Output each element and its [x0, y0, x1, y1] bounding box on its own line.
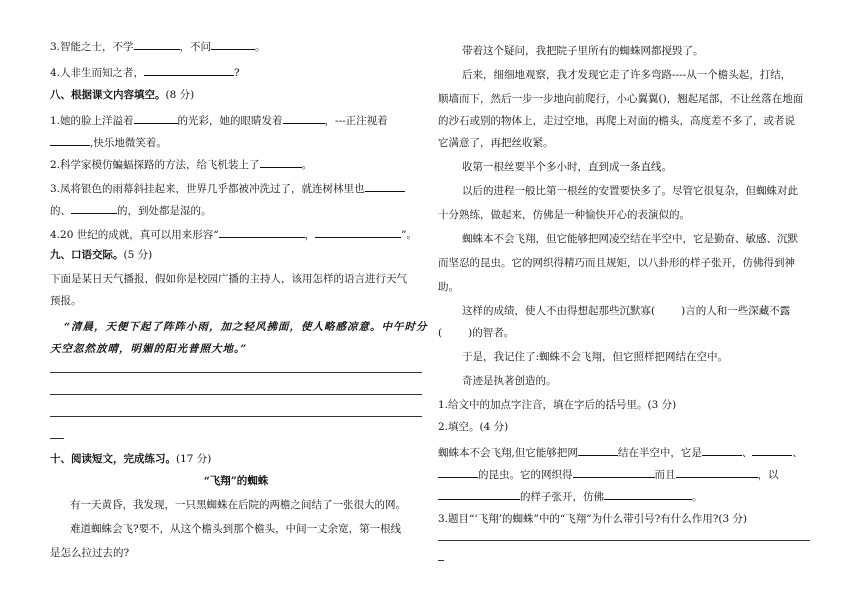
answer-line[interactable]: [50, 372, 422, 373]
answer-blank[interactable]: [211, 38, 255, 50]
question-2-line3: 的样子张开，仿佛 。: [438, 488, 703, 504]
answer-blank[interactable]: [260, 156, 302, 168]
story-line: 蜘蛛本不会飞翔，但它能够把网凌空结在半空中，它是勤奋、敏感、沉默: [462, 233, 798, 245]
weather-quote-line2: 天空忽然放晴，明媚的阳光普照大地。”: [50, 343, 248, 355]
story-paragraph-2: 难道蜘蛛会飞?要不，从这个檐头到那个檐头，中间一丈余宽，第一根线: [70, 523, 402, 535]
story-line: 收第一根丝要半个多小时，直到成一条直线。: [462, 161, 672, 173]
question-2: 2.填空。(4 分): [438, 421, 509, 433]
section-8-item-1-cont: ,快乐地微笑着。: [50, 134, 167, 150]
section-8-item-4: 4.20 世纪的成就，真可以用来形容“ ， ”。: [50, 226, 417, 242]
story-line: 十分熟练，做起来，仿佛是一种愉快开心的表演似的。: [438, 209, 690, 221]
story-line: 于是，我记住了:蜘蛛不会飞翔，但它照样把网结在空中。: [462, 351, 729, 363]
answer-blank[interactable]: [365, 180, 405, 192]
section-9-heading: 九、口语交际。(5 分): [50, 249, 153, 261]
story-line: 它满意了，再把丝收紧。: [438, 137, 554, 149]
question-2-line2: 的昆虫。它的网织得 而且 ，以: [438, 466, 779, 482]
answer-blank[interactable]: [50, 134, 90, 146]
story-line: 以后的进程一般比第一根丝的安置要快多了。尽管它很复杂，但蜘蛛对此: [462, 185, 798, 197]
answer-blank[interactable]: [573, 466, 655, 478]
question-1: 1.给文中的加点字注音，填在字后的括号里。(3 分): [438, 399, 677, 411]
story-line: 顺墙而下，然后一步一步地向前爬行，小心翼翼()，翘起尾部，不让丝落在地面: [438, 93, 804, 105]
answer-blank[interactable]: [604, 488, 692, 500]
section-8-item-3-cont: 的、 的，到处都是湿的。: [50, 202, 212, 218]
answer-line[interactable]: [50, 416, 422, 417]
story-line: 的沙石或别的物体上，走过空地，再爬上对面的檐头，高度差不多了，或者说: [438, 115, 795, 127]
answer-blank[interactable]: [702, 444, 742, 456]
section-9-intro-line2: 预报。: [50, 295, 82, 307]
story-line: 后来，细细地观察，我才发现它走了许多弯路----从一个檐头起，打结，: [462, 69, 792, 81]
story-line: 助。: [438, 281, 459, 293]
section-8-item-1: 1.她的脸上洋溢着 的光彩，她的眼睛发着 ，---正注视着: [50, 112, 388, 128]
answer-blank[interactable]: [578, 444, 618, 456]
answer-blank[interactable]: [219, 226, 305, 238]
question-4: 4.人非生而知之者， ?: [50, 64, 240, 80]
answer-blank[interactable]: [134, 38, 180, 50]
answer-blank[interactable]: [438, 466, 478, 478]
section-10-heading: 十、阅读短文，完成练习。(17 分): [50, 453, 212, 465]
story-line: ( )的智者。: [438, 327, 515, 339]
answer-line[interactable]: [438, 540, 810, 541]
story-line: 奇迹是执著创造的。: [462, 375, 557, 387]
answer-blank[interactable]: [752, 444, 792, 456]
story-line: 而坚忍的昆虫。它的网织得精巧而且规矩，以八卦形的样子张开，仿佛得到神: [438, 257, 795, 269]
answer-blank[interactable]: [71, 202, 117, 214]
section-8-item-3: 3.凤将银色的雨幕斜挂起来，世界几乎都被冲洗过了，就连树林里也: [50, 180, 405, 196]
question-2-line1: 蜘蛛本不会飞翔,但它能够把网 结在半空中，它是 、 、: [438, 444, 803, 460]
story-paragraph-2-cont: 是怎么拉过去的?: [50, 547, 130, 559]
question-3: 3.题目“‘飞翔’的蜘蛛”中的“飞翔”为什么带引号?有什么作用?(3 分): [438, 513, 748, 525]
question-3: 3.智能之士，不学 ，不问 。: [50, 38, 266, 54]
story-title: “飞翔”的蜘蛛: [203, 475, 269, 487]
answer-blank[interactable]: [144, 64, 234, 76]
answer-blank[interactable]: [134, 112, 178, 124]
answer-blank[interactable]: [315, 226, 401, 238]
answer-blank[interactable]: [438, 488, 520, 500]
section-9-intro-line1: 下面是某日天气播报，假如你是校园广播的主持人，该用怎样的语言进行天气: [50, 273, 407, 285]
section-8-heading: 八、根据课文内容填空。(8 分): [50, 89, 195, 101]
story-line: 带着这个疑问，我把院子里所有的蜘蛛网都搅毁了。: [462, 45, 704, 57]
answer-blank[interactable]: [676, 466, 758, 478]
section-8-item-2: 2.科学家模仿蝙蝠探路的方法，给飞机装上了 。: [50, 156, 312, 172]
answer-blank[interactable]: [283, 112, 325, 124]
answer-line[interactable]: [50, 394, 422, 395]
story-line: 这样的成绩，使人不由得想起那些沉默寡( )言的人和一些深藏不露: [462, 305, 791, 317]
answer-line[interactable]: [50, 438, 64, 439]
story-paragraph-1: 有一天黄昏，我发现，一只黑蜘蛛在后院的两檐之间结了一张很大的网。: [70, 499, 406, 511]
weather-quote-line1: “清晨，天便下起了阵阵小雨，加之轻风拂面，使人略感凉意。中午时分: [64, 321, 428, 333]
answer-line[interactable]: [438, 560, 444, 561]
